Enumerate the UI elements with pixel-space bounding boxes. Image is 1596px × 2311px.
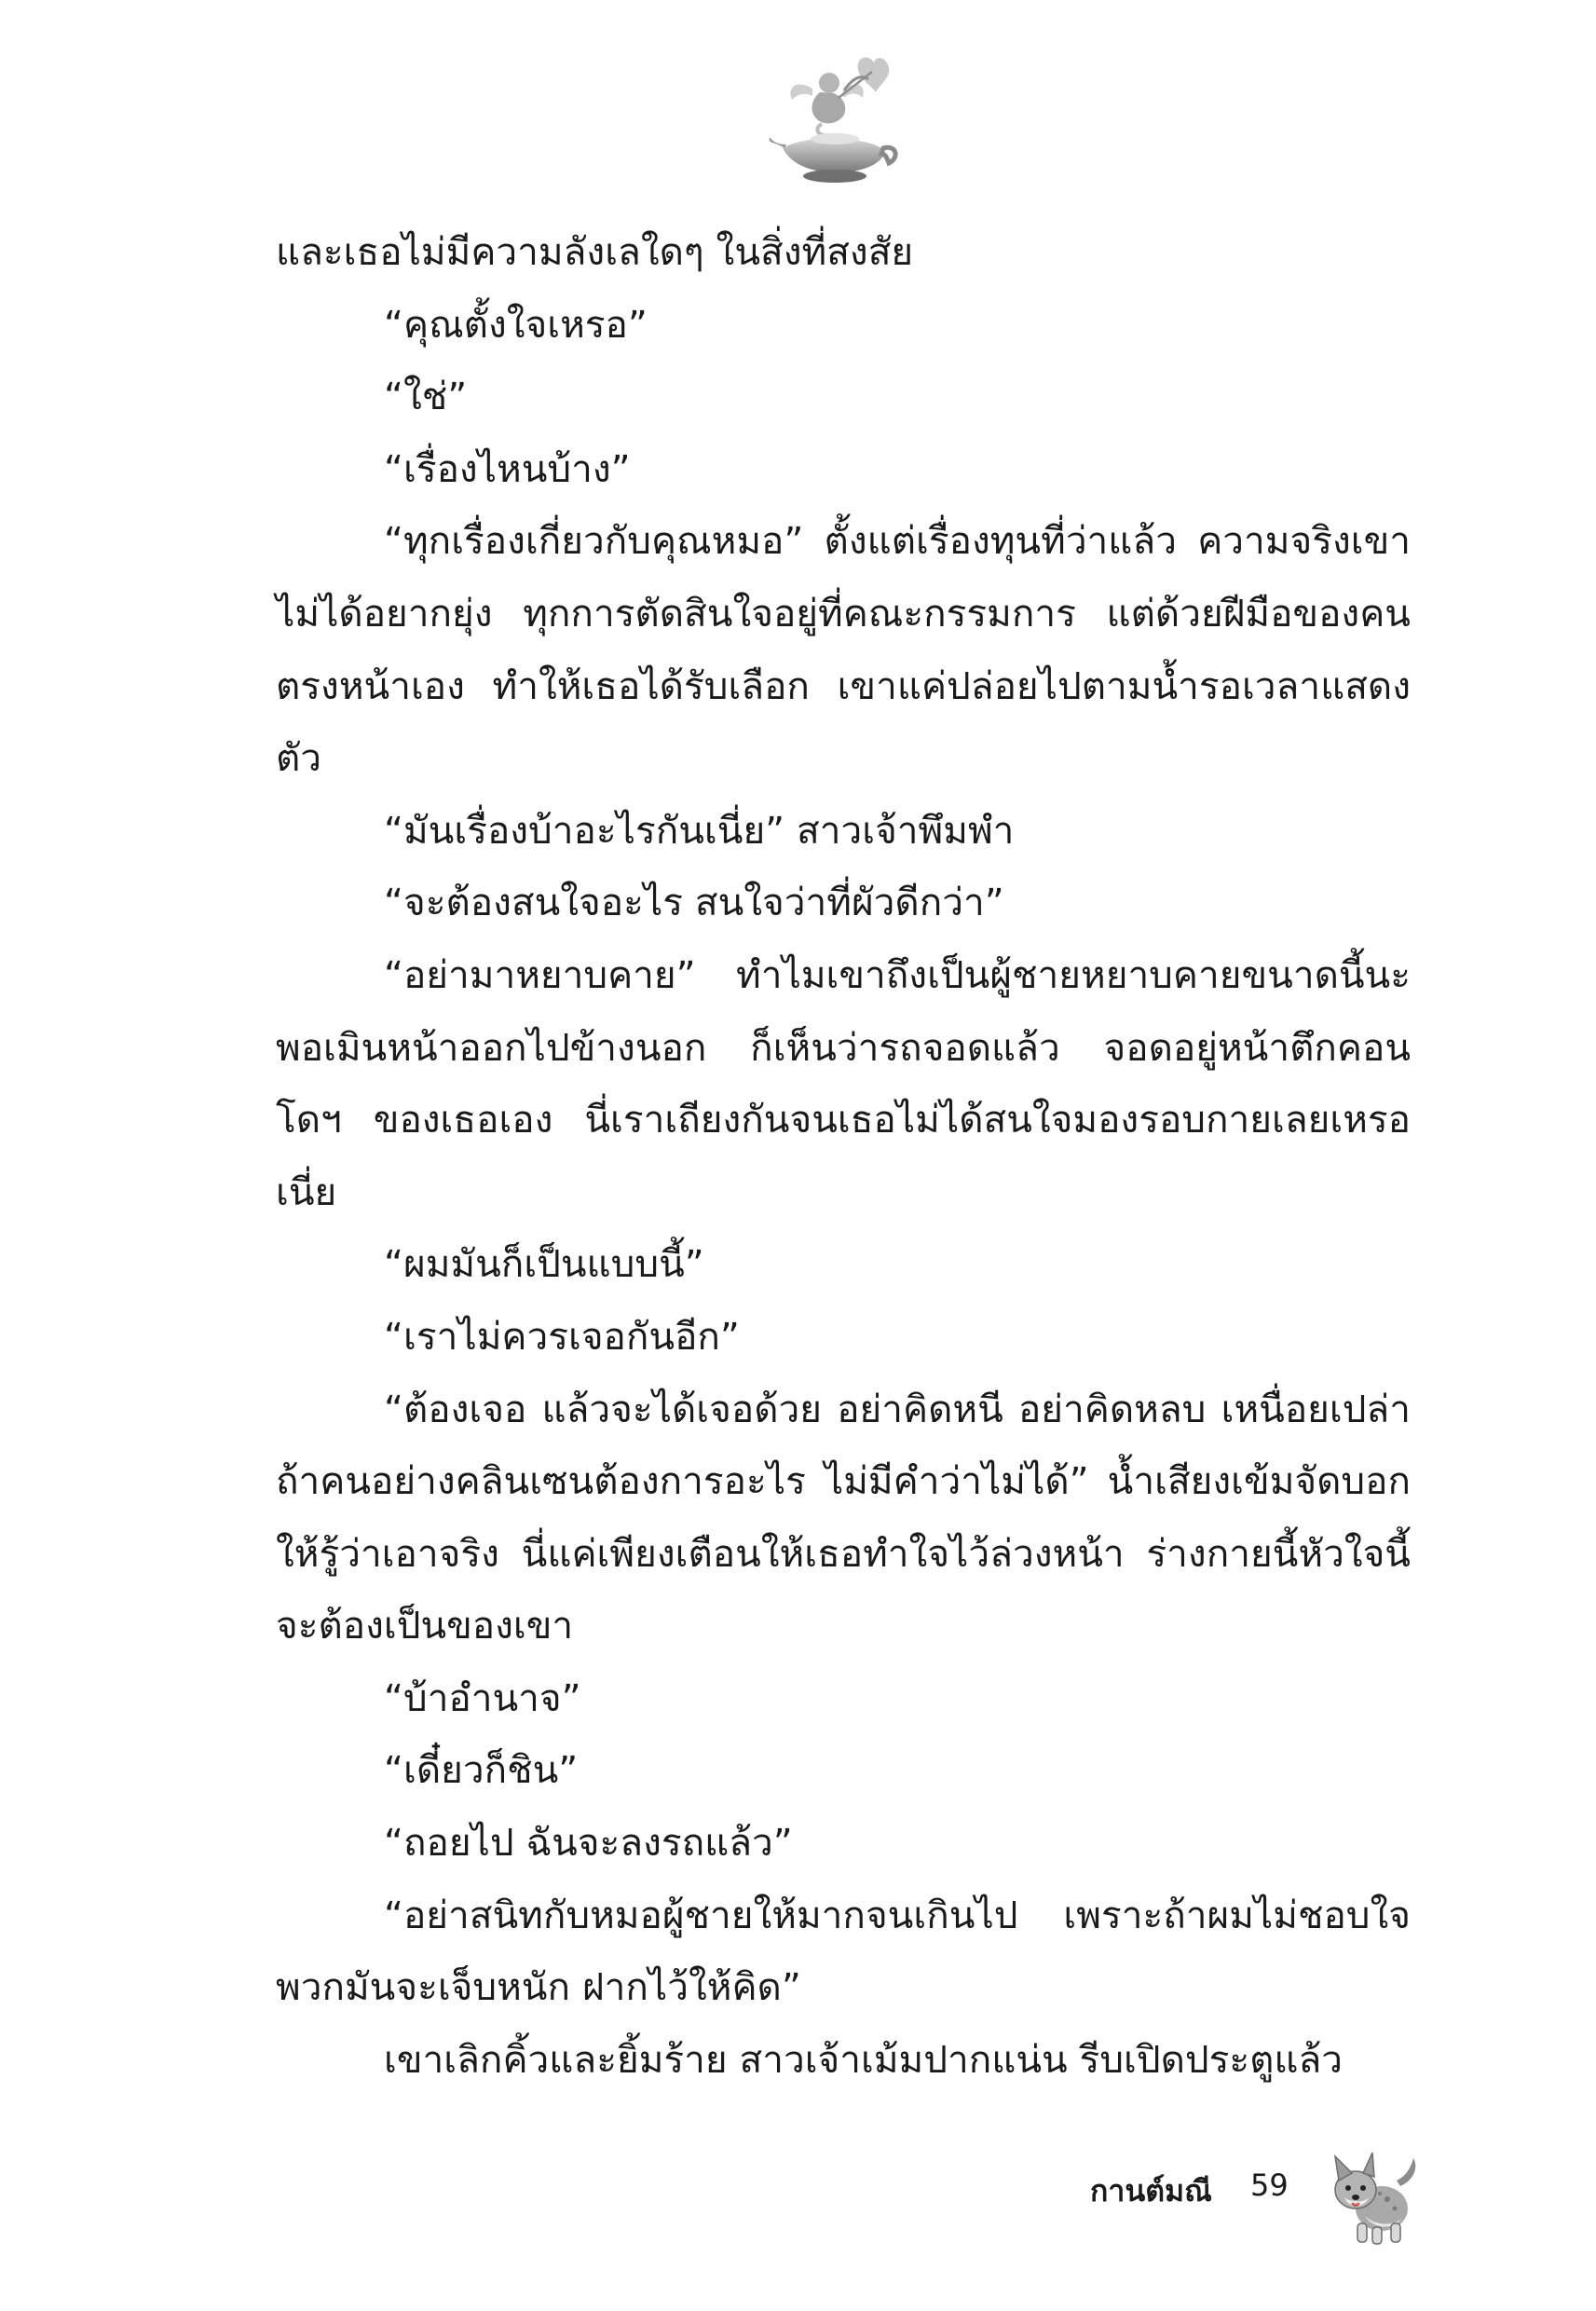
paragraph: “อย่าสนิทกับหมอผู้ชายให้มากจนเกินไป เพราะถ้าผมไม่ชอบใจพวกมันจะเจ็บหนัก ฝากไว้ให้คิด” (276, 1892, 1411, 2010)
paragraph: “เราไม่ควรเจอกันอีก” (384, 1313, 740, 1359)
book-title: กานต์มณี (1090, 2173, 1212, 2208)
cupid-teapot-icon (764, 51, 904, 191)
paragraph: “ผมมันก็เป็นแบบนี้” (384, 1241, 704, 1287)
paragraph: “ทุกเรื่องเกี่ยวกับคุณหมอ” ตั้งแต่เรื่องทุนที่ว่าแล้ว ความจริงเขาไม่ได้อยากยุ่ง ทุกการตัดสินใจอยู่ที่คณะกรรมการ แต่ด้วยฝีมือของคนตรงหน้าเอง ทำให้เธอได้รับเลือก เขาแค่ปล่อยไปตามน้ำรอเวลาแสดงตัว (276, 518, 1411, 781)
paragraph: เขาเลิกคิ้วและยิ้มร้าย สาวเจ้าเม้มปากแน่น รีบเปิดประตูแล้ว (384, 2036, 1344, 2082)
paragraph: “เรื่องไหนบ้าง” (384, 445, 631, 491)
body-text (276, 216, 1411, 2096)
paragraph: และเธอไม่มีความลังเลใดๆ ในสิ่งที่สงสัย (276, 229, 914, 274)
corgi-dog-icon (1328, 2143, 1421, 2250)
page-number: 59 (1250, 2167, 1289, 2203)
page-footer (1090, 2143, 1425, 2255)
paragraph: “ต้องเจอ แล้วจะได้เจอด้วย อย่าคิดหนี อย่าคิดหลบ เหนื่อยเปล่าถ้าคนอย่างคลินเซนต้องการอะไร ไม่มีคำว่าไม่ได้” น้ำเสียงเข้มจัดบอกให้รู้ว่าเอาจริง นี่แค่เพียงเตือนให้เธอทำใจไว้ล่วงหน้า ร่างกายนี้หัวใจนี้ จะต้องเป็นของเขา (276, 1386, 1411, 1648)
paragraph: “มันเรื่องบ้าอะไรกันเนี่ย” สาวเจ้าพึมพำ (384, 807, 1015, 853)
paragraph: “จะต้องสนใจอะไร สนใจว่าที่ผัวดีกว่า” (384, 880, 1004, 925)
paragraph: “บ้าอำนาจ” (384, 1675, 581, 1720)
paragraph: “ถอยไป ฉันจะลงรถแล้ว” (384, 1820, 793, 1866)
paragraph: “อย่ามาหยาบคาย” ทำไมเขาถึงเป็นผู้ชายหยาบคายขนาดนี้นะ พอเมินหน้าออกไปข้างนอก ก็เห็นว่ารถจอดแล้ว จอดอยู่หน้าตึกคอนโดฯ ของเธอเอง นี่เราเถียงกันจนเธอไม่ได้สนใจมองรอบกายเลยเหรอเนี่ย (276, 951, 1411, 1214)
paragraph: “ใช่” (384, 374, 468, 419)
paragraph: “คุณตั้งใจเหรอ” (384, 301, 648, 347)
paragraph: “เดี๋ยวก็ชิน” (384, 1747, 579, 1793)
